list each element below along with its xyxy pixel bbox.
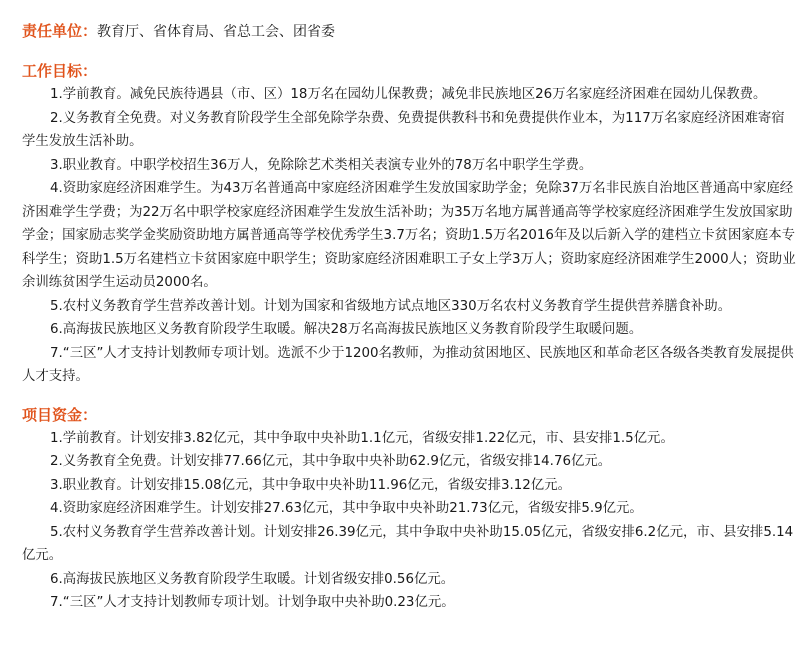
goal-item: 3.职业教育。中职学校招生36万人，免除除艺术类相关表演专业外的78万名中职学生学费。 — [50, 157, 593, 173]
goals-heading: 工作目标： — [22, 62, 98, 80]
funding-section — [22, 403, 797, 615]
responsible-value: 教育厅、省体育局、省总工会、团省委 — [97, 24, 336, 40]
funding-item: 1.学前教育。计划安排3.82亿元，其中争取中央补助1.1亿元，省级安排1.22亿元，市、县安排1.5亿元。 — [50, 430, 674, 446]
funding-item: 7.“三区”人才支持计划教师专项计划。计划争取中央补助0.23亿元。 — [50, 595, 455, 610]
goal-item: 6.高海拔民族地区义务教育阶段学生取暖。解决28万名高海拔民族地区义务教育阶段学生取暖问题。 — [50, 322, 643, 337]
funding-item: 6.高海拔民族地区义务教育阶段学生取暖。计划省级安排0.56亿元。 — [50, 571, 455, 587]
responsible-units — [22, 20, 797, 43]
goal-item: 1.学前教育。减免民族待遇县（市、区）18万名在园幼儿保教费；减免非民族地区26万名家庭经济困难在园幼儿保教费。 — [50, 87, 767, 102]
funding-item: 2.义务教育全免费。计划安排77.66亿元，其中争取中央补助62.9亿元，省级安排14.76亿元。 — [50, 454, 612, 469]
funding-heading: 项目资金： — [22, 405, 98, 424]
funding-item: 3.职业教育。计划安排15.08亿元，其中争取中央补助11.96亿元，省级安排3.12亿元。 — [50, 477, 571, 493]
goal-item: 7.“三区”人才支持计划教师专项计划。选派不少于1200名教师，为推动贫困地区、民族地区和革命老区各级各类教育发展提供人才支持。 — [22, 345, 794, 384]
funding-item: 5.农村义务教育学生营养改善计划。计划安排26.39亿元，其中争取中央补助15.05亿元，省级安排6.2亿元，市、县安排5.14亿元。 — [22, 524, 794, 563]
responsible-label: 责任单位： — [22, 22, 98, 40]
goals-section — [22, 59, 797, 389]
goal-item: 4.资助家庭经济困难学生。为43万名普通高中家庭经济困难学生发放国家助学金；免除37万名非民族自治地区普通高中家庭经济困难学生学费；为22万名中职学校家庭经济困难学生发放生活补助；为35万名地方属普通高等学校家庭经济困难学生发放国家助学金；国家励志奖学金奖励资助地方属普通高等学校优秀学生3.7万名；资助1.5万名2016年及以后新入学的建档立卡贫困家庭本专科学生；资助1.5万名建档立卡贫困家庭中职学生；资助家庭经济困难职工子女上学3万人；资助家庭经济困难学生2000人；资助业余训练贫困学生运动员2000名。 — [22, 181, 796, 290]
funding-item: 4.资助家庭经济困难学生。计划安排27.63亿元，其中争取中央补助21.73亿元，省级安排5.9亿元。 — [50, 501, 643, 516]
goal-item: 5.农村义务教育学生营养改善计划。计划为国家和省级地方试点地区330万名农村义务教育学生提供营养膳食补助。 — [50, 298, 732, 314]
goal-item: 2.义务教育全免费。对义务教育阶段学生全部免除学杂费、免费提供教科书和免费提供作业本，为117万名家庭经济困难寄宿学生发放生活补助。 — [22, 110, 785, 149]
